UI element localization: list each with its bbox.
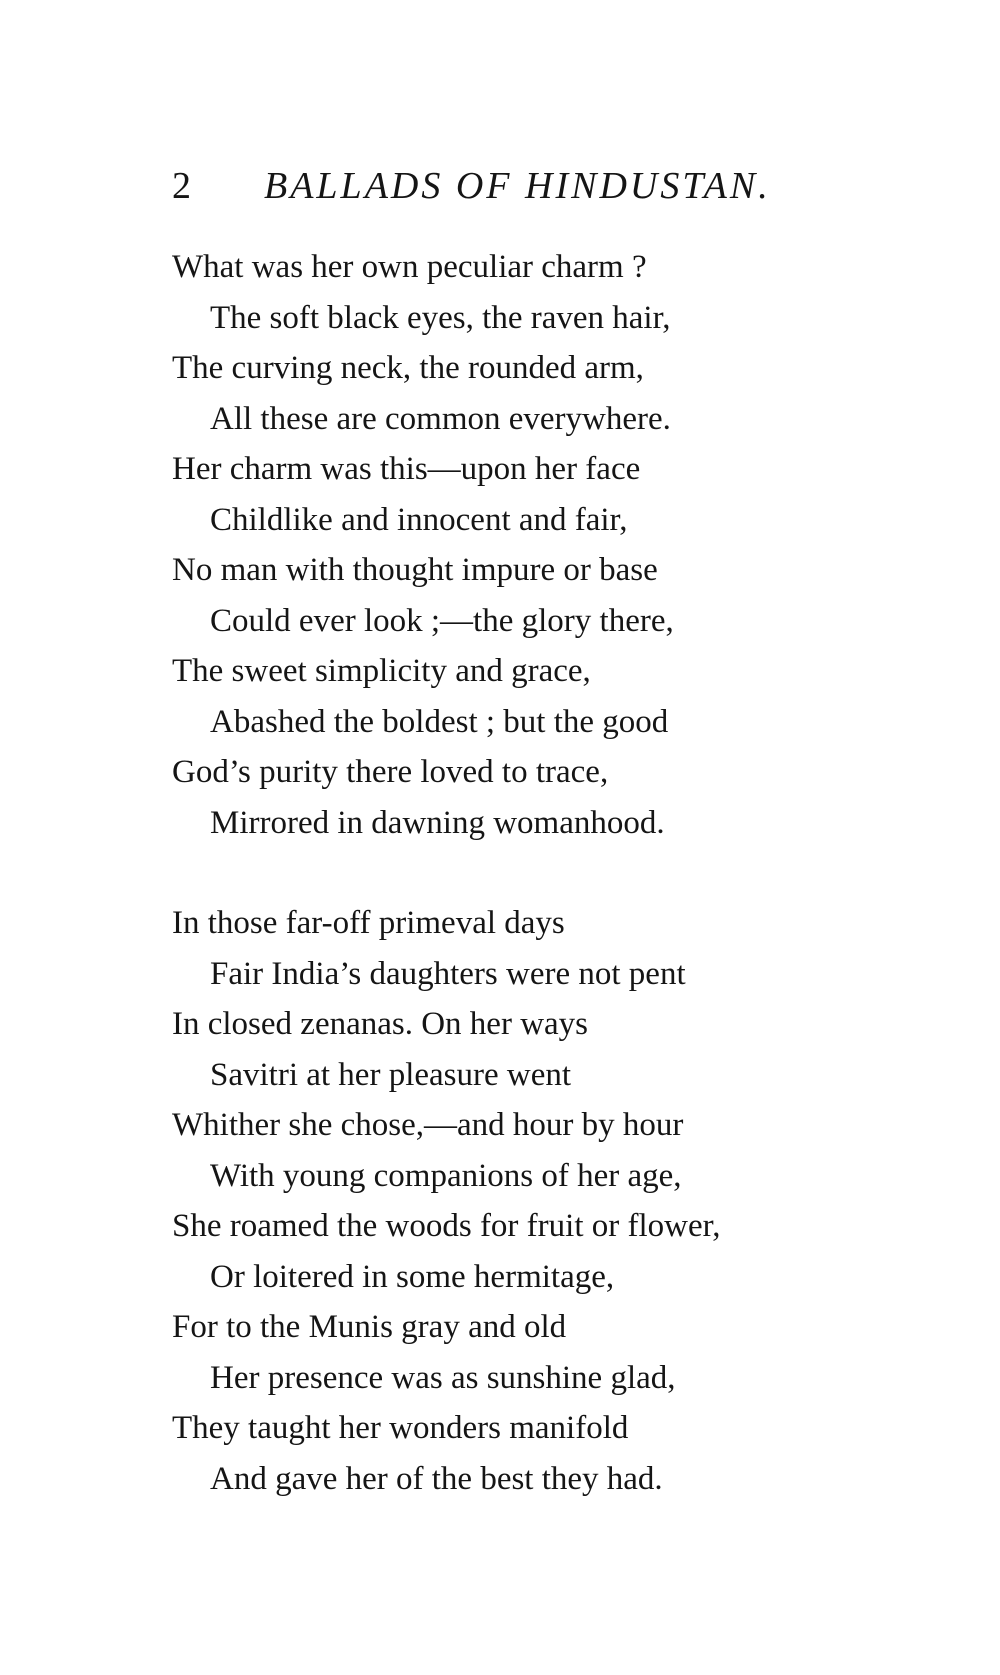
poem-line: She roamed the woods for fruit or flower, [172, 1208, 721, 1244]
poem-line: Fair India’s daughters were not pent [210, 955, 686, 992]
poem-line: For to the Munis gray and old [172, 1309, 567, 1345]
poem-line: And gave her of the best they had. [210, 1460, 663, 1497]
poem-line: No man with thought impure or base [172, 552, 658, 588]
poem-line: Could ever look ;—the glory there, [210, 602, 674, 639]
poem-line: They taught her wonders manifold [172, 1410, 629, 1446]
poem-line: In those far-off primeval days [172, 905, 565, 941]
stanza-2 [172, 898, 872, 1504]
poem-line: Mirrored in dawning womanhood. [210, 804, 665, 841]
poem-line: With young companions of her age, [210, 1157, 682, 1194]
page-number: 2 [172, 165, 191, 207]
running-head [172, 162, 862, 210]
poem-line: The curving neck, the rounded arm, [172, 350, 644, 386]
poem-line: In closed zenanas. On her ways [172, 1006, 589, 1042]
poem-line: God’s purity there loved to trace, [172, 754, 609, 790]
poem-line: Or loitered in some hermitage, [210, 1258, 615, 1295]
running-title: BALLADS OF HINDUSTAN. [264, 165, 771, 207]
poem-line: What was her own peculiar charm ? [172, 249, 647, 285]
poem-line: The soft black eyes, the raven hair, [210, 299, 671, 336]
poem-line: Whither she chose,—and hour by hour [172, 1107, 684, 1143]
stanza-1 [172, 242, 872, 848]
poem-line: Savitri at her pleasure went [210, 1056, 572, 1093]
poem-line: The sweet simplicity and grace, [172, 653, 591, 689]
poem-line: Her presence was as sunshine glad, [210, 1359, 676, 1396]
poem-line: All these are common everywhere. [210, 400, 671, 437]
poem-line: Childlike and innocent and fair, [210, 501, 628, 538]
poem-line: Abashed the boldest ; but the good [210, 703, 669, 740]
poem-line: Her charm was this—upon her face [172, 451, 641, 487]
